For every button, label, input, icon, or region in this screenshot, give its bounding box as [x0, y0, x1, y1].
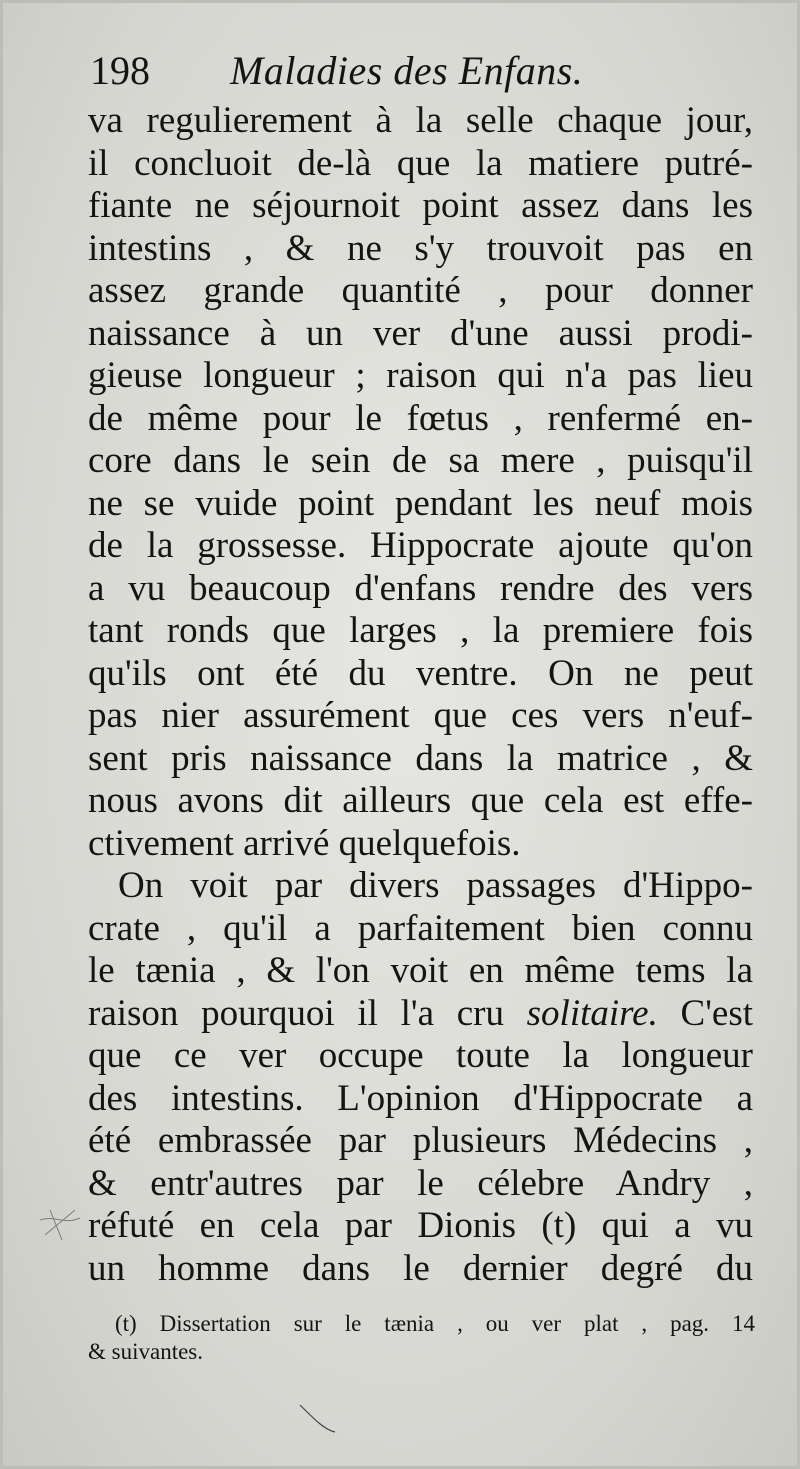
text-line: sent pris naissance dans la matrice , & — [88, 737, 753, 779]
footnote-line: & suivantes. — [88, 1339, 203, 1364]
text-line: & entr'autres par le célebre Andry , — [88, 1162, 753, 1204]
text-line: le tænia , & l'on voit en même tems la — [88, 950, 753, 991]
page-header — [90, 48, 750, 94]
body-text — [88, 100, 753, 1290]
page-number: 198 — [90, 48, 150, 93]
text-line: gieuse longueur ; raison qui n'a pas lieu — [88, 355, 753, 396]
text-line: a vu beaucoup d'enfans rendre des vers — [88, 567, 753, 609]
text-line: core dans le sein de sa mere , puisqu'il — [88, 440, 753, 481]
text-segment: raison pourquoi il l'a cru — [88, 992, 527, 1034]
paragraph-start-line: On voit par divers passages d'Hippo- — [118, 865, 753, 906]
text-line: tant ronds que larges , la premiere fois — [88, 610, 753, 651]
footnote — [88, 1310, 755, 1366]
text-line: crate , qu'il a parfaitement bien connu — [88, 907, 753, 949]
text-line: intestins , & ne s'y trouvoit pas en — [88, 227, 753, 269]
text-segment: C'est — [657, 992, 753, 1034]
footnote-line: (t) Dissertation sur le tænia , ou ver plat , pag. 14 — [115, 1311, 755, 1336]
text-line: été embrassée par plusieurs Médecins , — [88, 1120, 753, 1161]
text-line: ne se vuide point pendant les neuf mois — [88, 482, 753, 524]
text-line-with-italic — [88, 993, 753, 1036]
running-title: Maladies des Enfans. — [230, 48, 584, 93]
text-line: des intestins. L'opinion d'Hippocrate a — [88, 1077, 753, 1119]
text-line: il concluoit de-là que la matiere putré- — [88, 142, 753, 184]
text-line: que ce ver occupe toute la longueur — [88, 1035, 753, 1076]
text-line: naissance à un ver d'une aussi prodi- — [88, 312, 753, 354]
text-line: assez grande quantité , pour donner — [88, 270, 753, 311]
text-line: de la grossesse. Hippocrate ajoute qu'on — [88, 525, 753, 566]
text-line: pas nier assurément que ces vers n'euf- — [88, 695, 753, 736]
text-line: un homme dans le dernier degré du — [88, 1247, 753, 1289]
text-line: nous avons dit ailleurs que cela est effe- — [88, 780, 753, 821]
paragraph-end-line: ctivement arrivé quelquefois. — [88, 822, 521, 864]
text-line: de même pour le fœtus , renfermé en- — [88, 397, 753, 439]
text-line: va regulierement à la selle chaque jour, — [88, 100, 753, 141]
text-line: qu'ils ont été du ventre. On ne peut — [88, 652, 753, 694]
text-line: fiante ne séjournoit point assez dans les — [88, 185, 753, 226]
text-line: réfuté en cela par Dionis (t) qui a vu — [88, 1205, 753, 1246]
italic-word: solitaire. — [526, 992, 658, 1034]
